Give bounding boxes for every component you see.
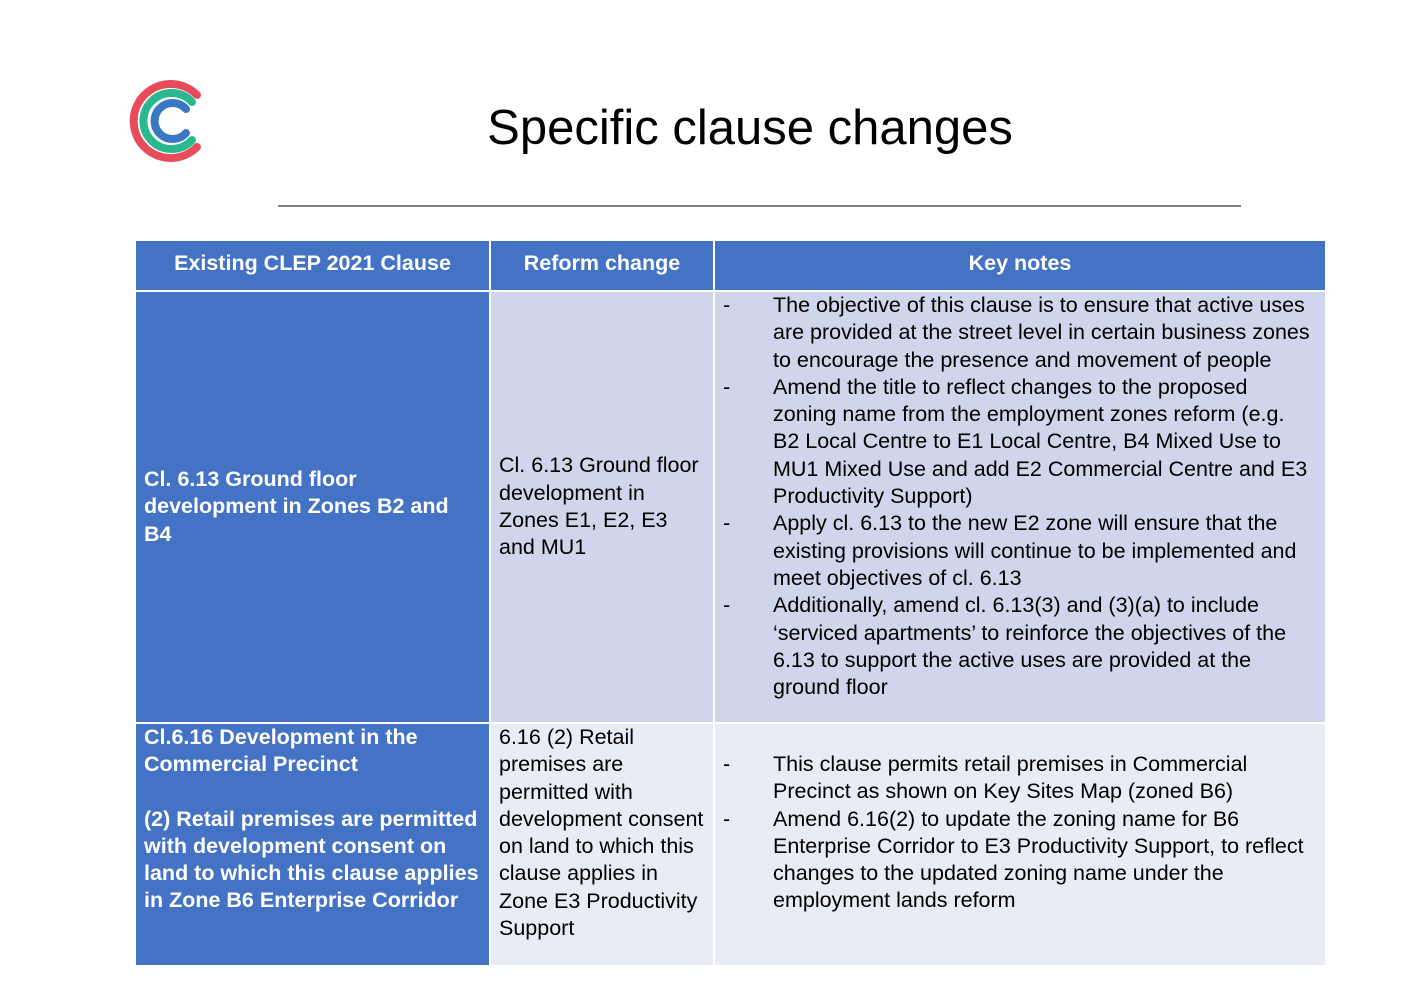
list-item (723, 292, 1317, 374)
reform-change-cell: 6.16 (2) Retail premises are permitted with development consent on land to which this clause applies in Zone E3 Productivity Support (490, 723, 714, 966)
header-existing-clause: Existing CLEP 2021 Clause (135, 240, 490, 291)
note-text: Additionally, amend cl. 6.13(3) and (3)(a) to include ‘serviced apartments’ to reinforce the objectives of the 6.13 to support the active uses are provided at the ground floor (773, 593, 1287, 700)
table-row (135, 723, 1326, 966)
dash-bullet: - (723, 806, 731, 831)
header-key-notes: Key notes (714, 240, 1326, 291)
clause-text: Cl. 6.13 Ground floor development in Zones B2 and B4 (144, 467, 449, 546)
key-notes-list (723, 751, 1317, 915)
dash-bullet: - (723, 593, 731, 618)
header-reform-change: Reform change (490, 240, 714, 291)
page-title: Specific clause changes (487, 101, 1013, 155)
note-text: The objective of this clause is to ensure that active uses are provided at the street level in certain business zones to encourage the presence and movement of people (773, 293, 1310, 372)
dash-bullet: - (723, 752, 731, 776)
clause-subtext: (2) Retail premises are permitted with development consent on land to which this clause applies in Zone B6 Enterprise Corridor (144, 806, 479, 913)
list-item (723, 592, 1317, 701)
dash-bullet: - (723, 293, 731, 317)
note-text: This clause permits retail premises in Commercial Precinct as shown on Key Sites Map (zoned B6) (773, 752, 1248, 804)
list-item (723, 510, 1317, 592)
reform-change-cell: Cl. 6.13 Ground floor development in Zones E1, E2, E3 and MU1 (490, 291, 714, 723)
note-text: Amend the title to reflect changes to the proposed zoning name from the employment zones reform (e.g. B2 Local Centre to E1 Local Centre, B4 Mixed Use to MU1 Mixed Use and add E2 Commercial Centre and E3 Productivity Support) (773, 374, 1308, 509)
table-header-row (135, 240, 1326, 291)
key-notes-list (723, 292, 1317, 701)
key-notes-cell (714, 723, 1326, 966)
council-c-logo-icon (126, 78, 208, 164)
clause-changes-table (134, 239, 1327, 967)
existing-clause-cell (135, 723, 490, 966)
note-text: Apply cl. 6.13 to the new E2 zone will ensure that the existing provisions will continue to be implemented and meet objectives of cl. 6.13 (773, 511, 1297, 590)
dash-bullet: - (723, 511, 731, 536)
table-row (135, 291, 1326, 723)
clause-title: Cl.6.16 Development in the Commercial Precinct (144, 725, 418, 777)
title-divider (278, 205, 1241, 207)
list-item (723, 806, 1317, 915)
list-item (723, 374, 1317, 510)
dash-bullet: - (723, 374, 731, 399)
note-text: Amend 6.16(2) to update the zoning name for B6 Enterprise Corridor to E3 Productivity Support, to reflect changes to the updated zoning name under the employment lands reform (773, 806, 1304, 913)
existing-clause-cell (135, 291, 490, 723)
key-notes-cell (714, 291, 1326, 723)
list-item (723, 751, 1317, 806)
